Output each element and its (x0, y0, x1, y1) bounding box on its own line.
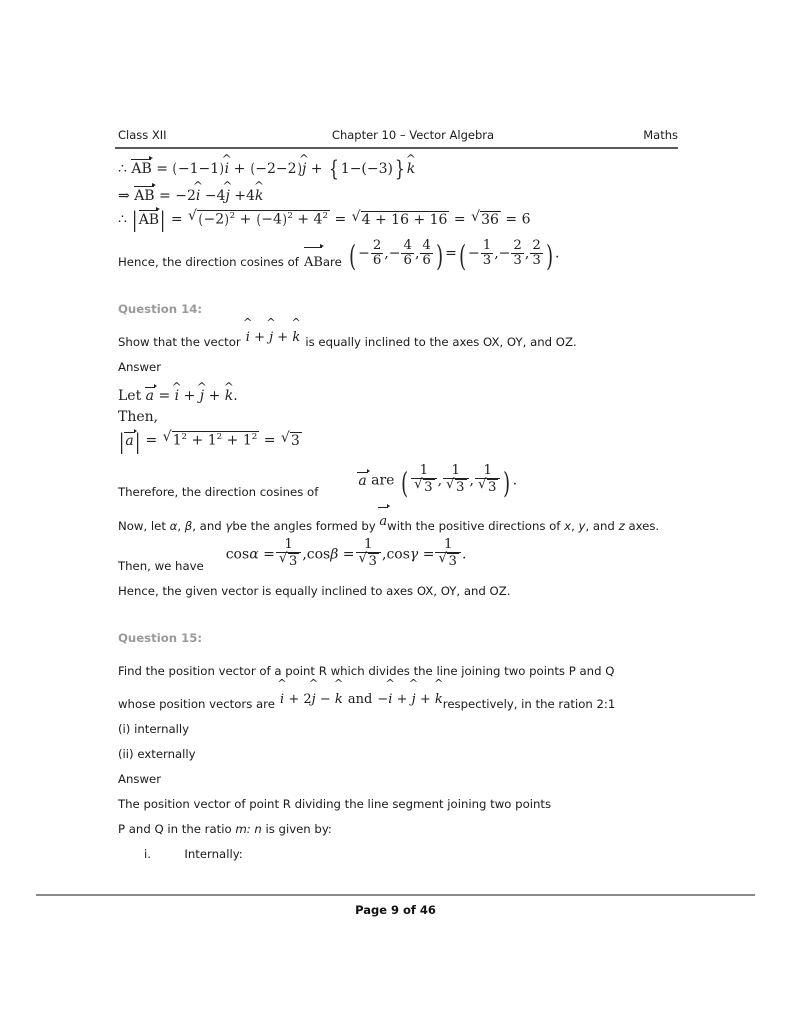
plus-sign-1: + (183, 388, 196, 405)
radical-three (281, 432, 302, 448)
paren-open-1: ( (172, 161, 178, 177)
vector-a-label: a (358, 472, 367, 489)
sign-1: − (468, 245, 480, 262)
radicand: 3 (424, 480, 433, 496)
therefore-symbol: ∴ (118, 211, 127, 228)
question-15-answer-line-1: The position vector of point R dividing the line segment joining two points (118, 796, 552, 811)
unit-vector-j: ^ j (412, 687, 416, 712)
vector-a (358, 473, 366, 488)
document-body (118, 157, 686, 867)
plus-sign-1: + (239, 211, 252, 228)
exponent: 2 (251, 432, 258, 443)
direction-cosines-a-line (118, 463, 686, 505)
plus-sign-2: + (277, 330, 289, 346)
question-15-line-2-before: whose position vectors are (118, 696, 275, 711)
fraction-2 (511, 239, 523, 269)
value-b: −4 (261, 211, 282, 228)
then-label: Then, (118, 409, 159, 426)
equation-ab-magnitude (118, 208, 686, 234)
equation-let-a (118, 388, 686, 403)
angle-beta: β (184, 518, 193, 533)
vector-ab (134, 187, 154, 203)
period: . (461, 546, 467, 563)
equals-sign-3: = (422, 546, 435, 563)
unit-vector-j: ^ j (200, 389, 204, 403)
footer-divider (36, 894, 755, 896)
numerator: 4 (422, 237, 431, 253)
radicand: 3 (368, 554, 377, 570)
angle-gamma: γ (409, 546, 419, 563)
cos-values-line (118, 536, 686, 579)
sign-1: − (358, 245, 370, 262)
page-header (118, 128, 678, 142)
paren-open: ( (349, 238, 356, 273)
question-15-line-2 (118, 692, 686, 717)
equals-sign-2: = (342, 546, 355, 563)
radicand-3: 36 (481, 211, 499, 228)
and-word: and (347, 691, 373, 707)
angle-alpha: α (249, 546, 259, 563)
fraction-3 (530, 239, 542, 269)
unit-vector-k: ^ k (335, 687, 343, 712)
numerator: 1 (483, 463, 492, 479)
vector-ab-label: AB (134, 188, 155, 204)
cos-values-expression (226, 538, 467, 570)
axes-word: axes. (628, 518, 660, 533)
paren-open: ( (401, 466, 408, 501)
vector-a-label: a (379, 513, 388, 529)
vector-a-inline (379, 508, 387, 534)
separator-1: , (302, 546, 307, 563)
unit-vector-i: ^ i (196, 189, 200, 203)
paren-close: ) (503, 466, 511, 501)
numerator: 1 (419, 463, 429, 479)
radicand: 3 (290, 433, 300, 450)
denominator: 3 (513, 253, 522, 269)
question-15-line-2-after: respectively, in the ration 2:1 (442, 696, 616, 711)
ratio-lead: P and Q in the ratio (118, 821, 232, 836)
cos-function-1: cos (225, 546, 250, 563)
k-coefficient: 4 (246, 188, 255, 204)
denominator: 6 (422, 253, 431, 269)
denominator (356, 552, 381, 569)
numerator: 1 (364, 536, 373, 552)
numerator: 1 (443, 536, 453, 552)
radicand: 3 (288, 554, 298, 570)
abs-bar-open: | (119, 429, 125, 455)
radical-expression-2 (351, 208, 450, 228)
fraction-3 (420, 239, 432, 269)
unit-vector-j: ^ j (312, 687, 316, 712)
header-chapter-title: Chapter 10 – Vector Algebra (331, 128, 495, 142)
angle-gamma: γ (225, 518, 233, 533)
paren-open: ( (458, 238, 466, 273)
radical-expression-1 (188, 210, 330, 227)
are-word: are (371, 472, 395, 489)
header-class-label: Class XII (118, 128, 167, 142)
magnitude-result: 6 (521, 211, 531, 228)
now-let-mid: be the angles formed by (232, 518, 376, 533)
vector-ab-label: AB (131, 161, 152, 177)
then-we-have-label: Then, we have (118, 558, 204, 573)
axis-z: z (618, 518, 625, 533)
abs-bar-open: | (132, 208, 138, 234)
radical-expression (163, 431, 260, 448)
radical-sign: √ (162, 429, 172, 446)
ratio-tail: is given by: (265, 821, 332, 836)
sign-2: − (498, 245, 511, 262)
question-14-prompt (118, 330, 686, 355)
exponent: 2 (216, 432, 223, 443)
denominator: 3 (482, 253, 492, 269)
denominator (411, 478, 436, 495)
sub-item-label: Internally: (184, 846, 243, 861)
page-number-footer: Page 9 of 46 (355, 903, 436, 917)
plus-sign-2: + (310, 161, 323, 177)
plus-sign: + (288, 691, 300, 707)
equals-sign: = (159, 188, 171, 204)
question-14-prompt-after: is equally inclined to the axes OX, OY, and OZ. (305, 335, 577, 350)
radicand: 3 (456, 480, 465, 496)
vector-ab-inline (304, 248, 323, 275)
plus-sign-2: + (297, 211, 310, 228)
equals-sign-1: = (145, 433, 158, 450)
angle-alpha: α (169, 518, 178, 533)
paren-open: ( (198, 211, 203, 228)
radicand-2: 4 + 16 + 16 (361, 211, 448, 228)
vector-ab (139, 211, 159, 227)
plus-sign-2: + (226, 433, 239, 450)
vector-ab-label: AB (303, 255, 323, 271)
brace-open: { (328, 157, 339, 183)
radicand: 3 (448, 554, 457, 570)
brace-close: } (394, 157, 405, 183)
fraction-2 (356, 538, 381, 570)
radicand (172, 431, 260, 448)
denominator: 6 (403, 253, 412, 269)
numerator: 1 (284, 536, 293, 552)
abs-bar-close: | (134, 429, 140, 455)
paren-close: ) (282, 211, 287, 228)
direction-cosines-a-lead: Therefore, the direction cosines of (118, 484, 319, 499)
header-divider (115, 147, 678, 149)
coefficient-two: 2 (303, 691, 312, 707)
header-subject-label: Maths (643, 128, 678, 142)
equals-sign-2: = (334, 211, 347, 228)
plus-sign-2: + (208, 388, 221, 405)
unit-vector-i: ^ i (246, 325, 250, 350)
paren-close: ) (545, 238, 553, 273)
radical-sign: √ (280, 430, 290, 447)
plus-sign-1: + (254, 330, 265, 346)
vector-a-label: a (125, 433, 134, 450)
radical-sign: √ (477, 477, 487, 493)
question-15-sub-internally (118, 842, 686, 867)
cos-function-3: cos (386, 546, 410, 563)
equals-sign: = (445, 245, 457, 262)
equation-ab-simplified (118, 187, 686, 203)
paren-close: ) (436, 238, 443, 273)
question-15-line-1: Find the position vector of a point R which divides the line joining two points P and Q (118, 663, 615, 678)
exponent: 2 (287, 211, 293, 221)
equals-sign-1: = (170, 211, 183, 228)
paren-open: ( (256, 211, 261, 228)
radical-sign: √ (438, 551, 447, 567)
i-coefficient: −2 (175, 188, 196, 204)
question-15-answer-label: Answer (118, 771, 162, 786)
separator-2: , (381, 546, 387, 563)
term-1: −1−1 (177, 161, 220, 177)
therefore-symbol: ∴ (118, 161, 127, 177)
denominator: 3 (532, 253, 541, 269)
direction-cosines-ab-value: ( − $\frac{2}{6}$ ,− $\frac{4}{6}$ , $\frac{4}{6}$ ) =( − $\frac{1}{3}$ ,− $\frac{2}{3}$ , $\frac{2}{3}$ ) . (349, 237, 560, 273)
question-15-heading: Question 15: (118, 630, 203, 645)
let-word: Let (118, 388, 142, 405)
j-sign: − (204, 188, 217, 204)
paren-close-1: ) (219, 161, 225, 177)
equals-sign: = (158, 388, 171, 405)
unit-vector-i: ^ i (175, 389, 179, 403)
exponent: 2 (322, 211, 328, 221)
unit-vector-j: ^ j (302, 162, 306, 176)
numerator: 2 (532, 237, 541, 253)
numerator: 2 (513, 237, 522, 253)
position-vector-q (377, 687, 442, 712)
paren-open-2: ( (250, 161, 255, 177)
unit-vector-j: ^ j (269, 325, 273, 350)
numerator: 1 (451, 463, 461, 479)
fraction-3 (435, 538, 460, 570)
numerator: 1 (482, 237, 492, 253)
now-let-before: Now, let (118, 518, 166, 533)
axis-x: x (564, 518, 572, 533)
question-14-prompt-before: Show that the vector (118, 335, 241, 350)
comma-4: , and (585, 518, 615, 533)
denominator (276, 552, 301, 569)
vector-ab (131, 160, 151, 176)
plus-sign-1: + (233, 161, 246, 177)
equals-sign-3: = (453, 211, 466, 228)
fraction-1 (371, 239, 383, 269)
vector-ijk-inline (246, 325, 300, 350)
comma-2: , and (192, 518, 222, 533)
equation-ab-expansion (118, 157, 686, 183)
exponent: 2 (181, 432, 188, 443)
direction-cosines-ab-lead: Hence, the direction cosines of (118, 255, 299, 270)
unit-vector-k: ^ k (225, 389, 233, 403)
unit-vector-k: ^ k (292, 325, 300, 350)
radical-sign: √ (414, 477, 423, 493)
unit-vector-k: ^ k (435, 687, 443, 712)
plus-sign-1: + (191, 433, 204, 450)
denominator (435, 552, 460, 569)
direction-cosines-ab-line (118, 237, 686, 276)
j-coefficient: 4 (216, 188, 226, 204)
direction-cosines-ab-are: are (322, 255, 342, 270)
radical-sign: √ (278, 551, 288, 567)
value-c: 4 (313, 211, 323, 228)
question-14-heading: Question 14: (118, 302, 203, 317)
question-14-answer-label: Answer (118, 360, 162, 375)
fraction-2 (401, 239, 413, 269)
numerator: 4 (403, 237, 412, 253)
minus-sign: − (319, 691, 331, 707)
vector-a (146, 388, 154, 403)
radical-sign: √ (446, 477, 455, 493)
period: . (233, 388, 238, 405)
question-14-conclusion: Hence, the given vector is equally inclined to axes OX, OY, and OZ. (118, 583, 511, 598)
ratio-mn: m: n (235, 821, 262, 836)
equals-sign-4: = (505, 211, 518, 228)
period: . (512, 472, 518, 489)
question-14-angles-line (118, 513, 686, 539)
vector-a (125, 433, 133, 448)
radicand: 3 (487, 480, 497, 496)
numerator: 2 (372, 237, 382, 253)
radical-sign: √ (358, 551, 367, 567)
question-15-option-externally: (ii) externally (118, 746, 196, 761)
question-15-option-internally: (i) internally (118, 721, 190, 736)
fraction-2 (443, 464, 468, 496)
question-15-answer-line-2 (118, 817, 686, 842)
angle-beta: β (330, 546, 339, 563)
implies-symbol: ⇒ (118, 188, 130, 204)
unit-vector-j: ^ j (225, 189, 229, 203)
equals-sign: = (156, 161, 168, 177)
unit-vector-i: ^ i (225, 162, 229, 176)
value-a: −2 (203, 211, 225, 228)
radical-expression-3 (471, 208, 501, 228)
radicand-1 (197, 210, 330, 227)
radical-sign: √ (471, 208, 481, 225)
paren-close-2: ) (297, 161, 302, 177)
sub-item-marker: i. (144, 846, 151, 861)
plus-sign-1: + (396, 691, 408, 707)
direction-cosines-a-value: a are ( 1 √ 3 , 1 √ 3 , 1 √ 3 ) . (358, 463, 518, 501)
term-3: 1−(−3) (340, 161, 393, 177)
paren-close: ) (224, 211, 230, 228)
fraction-1 (411, 464, 436, 496)
equals-sign-1: = (263, 546, 275, 563)
fraction-1 (481, 239, 493, 269)
k-sign: + (234, 188, 246, 204)
one-1: 1 (172, 433, 182, 450)
unit-vector-i: ^ i (280, 687, 284, 712)
radical-sign: √ (351, 208, 361, 225)
now-let-after: with the positive directions of (387, 518, 561, 533)
unit-vector-k: ^ k (255, 189, 263, 203)
sign-2: − (388, 245, 401, 262)
comma-3: , (571, 518, 575, 533)
minus-sign: − (377, 691, 389, 707)
equals-sign-2: = (263, 433, 276, 450)
denominator: 6 (372, 253, 382, 269)
vector-a-label: a (145, 388, 155, 405)
cos-function-2: cos (306, 546, 331, 563)
radical-sign: √ (188, 208, 197, 224)
denominator (475, 478, 500, 495)
one-2: 1 (207, 433, 217, 450)
axis-y: y (578, 518, 586, 533)
equation-magnitude-a (118, 429, 686, 455)
term-2: −2−2 (255, 161, 297, 177)
period: . (555, 245, 560, 262)
abs-bar-close: | (160, 208, 166, 234)
plus-sign-2: + (419, 691, 431, 707)
vector-ab-label: AB (138, 211, 160, 228)
unit-vector-i: ^ i (388, 687, 392, 712)
fraction-1 (276, 538, 301, 570)
one-3: 1 (242, 433, 252, 450)
position-vector-p (280, 687, 343, 712)
denominator (443, 478, 468, 495)
exponent: 2 (229, 211, 236, 221)
unit-vector-k: ^ k (407, 162, 415, 176)
fraction-3 (475, 464, 500, 496)
comma-1: , (177, 518, 182, 533)
